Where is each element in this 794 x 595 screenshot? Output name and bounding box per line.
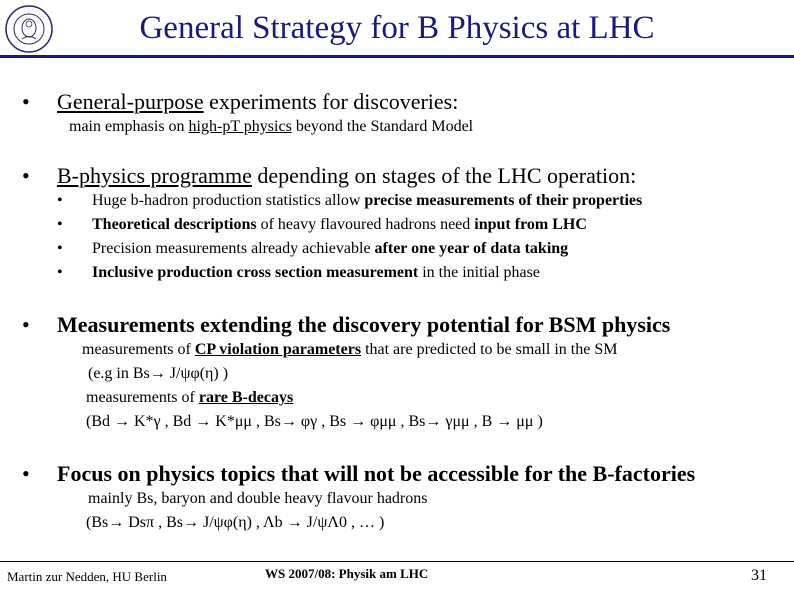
- section2-heading: [57, 163, 636, 189]
- section2-item-text: of heavy flavoured hadrons need: [256, 216, 475, 233]
- section2-item-bullet: •: [57, 240, 63, 257]
- section3-heading: Measurements extending the discovery potential for BSM physics: [57, 312, 671, 337]
- section2-item-emph: input from LHC: [474, 216, 587, 233]
- footer-author: Martin zur Nedden, HU Berlin: [7, 569, 167, 584]
- footer-course: WS 2007/08: Physik am LHC: [265, 566, 429, 581]
- section2-item-bullet: •: [57, 264, 63, 281]
- section1-heading: [57, 89, 458, 115]
- section3-line-text: measurements of: [82, 341, 195, 358]
- section1-bullet: •: [22, 89, 30, 114]
- section1-line-b: high-pT physics: [188, 118, 292, 135]
- section2-item-emph: after one year of data taking: [374, 240, 569, 257]
- section3-line: [82, 341, 617, 359]
- section4-formula: (Bs→ Dsπ , Bs→ J/ψφ(η) , Λb → J/ψΛ0 , … ): [86, 514, 385, 531]
- section2-item-bullet: •: [57, 192, 63, 209]
- section2-item-text: Huge b-hadron production statistics allow: [92, 192, 365, 209]
- section2-item-bullet: •: [57, 216, 63, 233]
- section4-bullet: •: [22, 461, 30, 486]
- section1-line: [69, 118, 473, 136]
- section3-bullet: •: [22, 312, 30, 337]
- section2-item-text: Precision measurements already achievable: [92, 240, 375, 257]
- section2-heading-rest: depending on stages of the LHC operation:: [251, 163, 637, 188]
- page-number: 31: [751, 567, 767, 584]
- section2-heading-emph: B-physics programme: [57, 163, 252, 188]
- section3-line-text: that are predicted to be small in the SM: [361, 341, 618, 358]
- section3-formula: (e.g in Bs→ J/ψφ(η) ): [88, 365, 229, 382]
- footer-divider: [0, 561, 794, 562]
- section2-item: [92, 192, 642, 210]
- section1-heading-rest: experiments for discoveries:: [203, 89, 459, 114]
- section4-line: mainly Bs, baryon and double heavy flavour hadrons: [88, 490, 428, 507]
- section3-line-emph: rare B-decays: [198, 389, 294, 406]
- section2-bullet: •: [22, 163, 30, 188]
- section2-item-emph: Inclusive production cross section measurement: [92, 264, 419, 281]
- section4-heading: Focus on physics topics that will not be accessible for the B-factories: [57, 461, 696, 486]
- section3-line: [86, 389, 293, 407]
- section1-line-c: beyond the Standard Model: [291, 118, 474, 135]
- section2-item-emph: Theoretical descriptions: [92, 216, 257, 233]
- section3-formula: (Bd → K*γ , Bd → K*μμ , Bs→ φγ , Bs → φμμ , Bs→ γμμ , B → μμ ): [86, 413, 543, 430]
- section3-line-emph: CP violation parameters: [194, 341, 362, 358]
- section1-line-a: main emphasis on: [69, 118, 189, 135]
- section2-item-emph: precise measurements of their properties: [364, 192, 643, 209]
- section3-line-text: measurements of: [86, 389, 199, 406]
- title-divider: [0, 55, 794, 58]
- section2-item: [92, 264, 540, 282]
- section1-heading-emph: General-purpose: [57, 89, 204, 114]
- section2-item: [92, 216, 587, 234]
- section2-item-text: in the initial phase: [418, 264, 540, 281]
- section2-item: [92, 240, 568, 258]
- page-title: General Strategy for B Physics at LHC: [139, 10, 655, 46]
